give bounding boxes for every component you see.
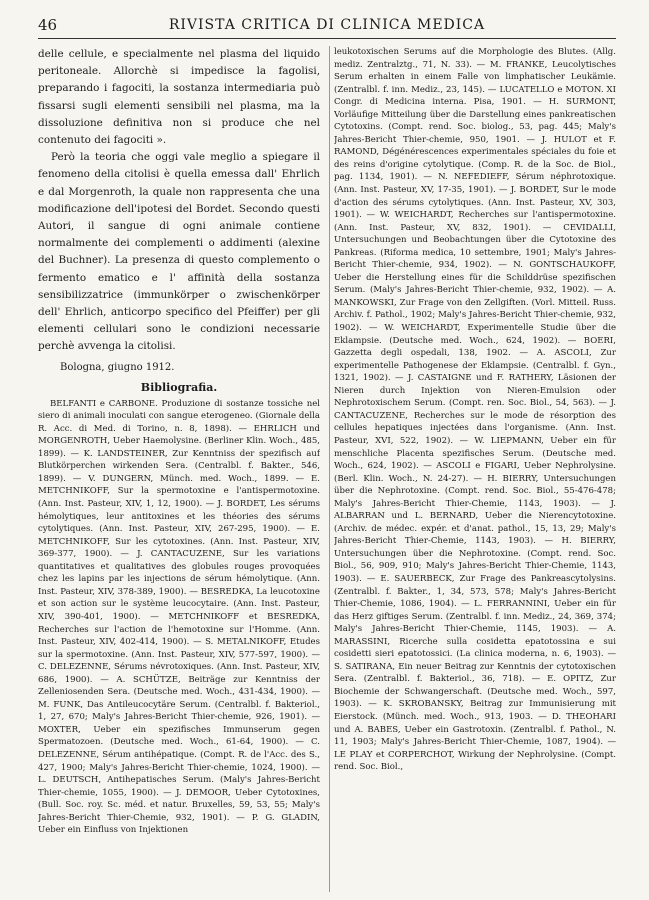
page-header bbox=[38, 16, 616, 39]
running-title: RIVISTA CRITICA DI CLINICA MEDICA bbox=[168, 17, 486, 33]
right-column bbox=[334, 46, 616, 892]
bibliography-text-left: BELFANTI e CARBONE. Produzione di sostanze tossiche nel siero di animali inoculati con sangue eterogeneo. (Giornale della R. Acc. di Med. di Torino, n. 8, 1898). — EHRLICH und MORGENROTH, Ueber Haemolysine. (Berliner Klin. Woch., 485, 1899). — K. LANDSTEINER, Zur Kenntniss der spezifisch auf Blutkörperchen wirkenden Sera. (Centralbl. f. Bakter., 546, 1899). — V. DUNGERN, Münch. med. Woch., 1899. — E. METCHNIKOFF, Sur la spermotoxine e l'antispermotoxine. (Ann. Inst. Pasteur, XIV, 1, 12, 1900). — J. BORDET, Les sérums hémolytiques, leur antitoxines et les théories des sérums cytolytiques. (Ann. Inst. Pasteur, XIV, 267-295, 1900). — E. METCHNIKOFF, Sur les cytotoxines. (Ann. Inst. Pasteur, XIV, 369-377, 1900). — J. CANTACUZENE, Sur les variations quantitatives et qualitatives des globules rouges provoquées chez les lapins par les injections de sérum hémolytique. (Ann. Inst. Pasteur, XIV, 378-389, 1900). — BESREDKA, La leucotoxine et son action sur le système leucocytaire. (Ann. Inst. Pasteur, XIV, 390-401, 1900). — METCHNIKOFF et BESREDKA, Recherches sur l'action de l'hemotoxine sur l'Homme. (Ann. Inst. Pasteur, XIV, 402-414, 1900). — S. METALNIKOFF, Etudes sur la spermotoxine. (Ann. Inst. Pasteur, XIV, 577-597, 1900). — C. DELEZENNE, Sérums névrotoxiques. (Ann. Inst. Pasteur, XIV, 686, 1900). — A. SCHÜTZE, Beiträge zur Kenntniss der Zelleniosenden Sera. (Deutsche med. Woch., 431-434, 1900). — M. FUNK, Das Antileucocytäre Serum. (Centralbl. f. Bakteriol., 1, 27, 670; Maly's Jahres-Bericht Thier-chemie, 926, 1901). — MOXTER, Ueber ein spezifisches Immunserum gegen Spermatozoen. (Deutsche med. Woch., 61-64, 1900). — C. DELEZENNE, Sérum antihépatique. (Compt. R. de l'Acc. des S., 427, 1900; Maly's Jahres-Bericht Thier-chemie, 1024, 1900). — L. DEUTSCH, Antihepatisches Serum. (Maly's Jahres-Bericht Thier-chemie, 1055, 1900). — J. DEMOOR, Ueber Cytotoxines, (Bull. Soc. roy. Sc. méd. et natur. Bruxelles, 59, 53, 55; Maly's Jahres-Bericht Thier-Chemie, 932, 1901). — P. G. GLADIN, Ueber ein Einfluss von Injektionen bbox=[38, 398, 320, 836]
left-column bbox=[38, 46, 320, 892]
body-paragraph-1: delle cellule, e specialmente nel plasma del liquido peritoneale. Allorchè si impedisce la fagolisi, preparando i fagociti, la sostanza intermediaria può fissarsi sugli elementi sensibili nel plasma, ma la dissoluzione definitiva non si produce che nel contenuto dei fagociti ». bbox=[38, 48, 320, 147]
column-divider bbox=[329, 46, 330, 892]
bibliography-heading: Bibliografia. bbox=[140, 380, 218, 394]
dateline: Bologna, giugno 1912. bbox=[60, 361, 175, 373]
body-paragraph-2: Però la teoria che oggi vale meglio a spiegare il fenomeno della citolisi è quella emessa dall' Ehrlich e dal Morgenroth, la quale non rappresenta che una modificazione dell'ipotesi del Bordet. Secondo questi Autori, il sangue di ogni animale contiene normalmente dei complementi o addimenti (alexine del Buchner). La presenza di questo complemento o fermento ematico e l' affinità della sostanza sensibilizzatrice (immunkörper o zwischenkörper dell' Ehrlich, anticorpo specifico del Pfeiffer) per gli elementi cellulari sono le condizioni necessarie perchè avvenga la citolisi. bbox=[38, 151, 320, 353]
bibliography-text-right: leukotoxischen Serums auf die Morphologie des Blutes. (Allg. mediz. Zentralztg., 71, N. 33). — M. FRANKE, Leucolytisches Serum erhalten in einem Falle von limphatischer Leukämie. (Zentralbl. f. inn. Mediz., 23, 145). — LUCATELLO e MOTON. XI Congr. di Medicina interna. Pisa, 1901. — H. SURMONT, Vorläufige Mitteilung über die Darstellung eines pankreatischen Cytotoxins. (Compt. rend. Soc. biolog., 53, pag. 445; Maly's Jahres-Bericht Thier-chemie, 950, 1901. — J. HULOT et F. RAMOND, Dégénérescences experimentales spéciales du foie et des reins d'origine cytolytique. (Comp. R. de la Soc. de Biol., pag. 1134, 1901). — N. NEFEDIEFF, Sérum néphrotoxique. (Ann. Inst. Pasteur, XV, 17-35, 1901). — J. BORDET, Sur le mode d'action des sérums cytolytiques. (Ann. Inst. Pasteur, XV, 303, 1901). — W. WEICHARDT, Recherches sur l'antispermotoxine. (Ann. Inst. Pasteur, XV, 832, 1901). — CEVIDALLI, Untersuchungen und Beobachtungen über die Cytotoxine des Pankreas. (Riforma medica, 10 settembre, 1901; Maly's Jahres-Bericht Thier-chemie, 934, 1902). — N. GONTSCHAUKOFF, Ueber die Herstellung eines für die Schilddrüse spezifischen Serum. (Maly's Jahres-Bericht Thier-chemie, 932, 1902). — A. MANKOWSKI, Zur Frage von den Zellgiften. (Vorl. Mitteil. Russ. Archiv. f. Pathol., 1902; Maly's Jahres-Bericht Thier-chemie, 932, 1902). — W. WEICHARDT, Experimentelle Studie über die Eklampsie. (Deutsche med. Woch., 624, 1902). — BOERI, Gazzetta degli ospedali, 138, 1902. — A. ASCOLI, Zur experimentelle Pathogenese der Eklampsie. (Centralbl. f. Gyn., 1321, 1902). — J. CASTAIGNE und F. RATHERY, Läsionen der Nieren durch Injektion von Nieren-Emulsion oder Nephrotoxischem Serum. (Compt. ren. Soc. Biol., 54, 563). — J. CANTACUZENE, Recherches sur le mode de résorption des cellules hepatiques injectées dans l'organisme. (Ann. Inst. Pasteur, XVI, 522, 1902). — W. LIEPMANN, Ueber ein für menschliche Placenta spezifisches Serum. (Deutsche med. Woch., 624, 1902). — ASCOLI e FIGARI, Ueber Nephrolysine. (Berl. Klin. Woch., N. 24-27). — H. BIERRY, Untersuchungen über die Nephrotoxine. (Compt. rend. Soc. Biol., 55-476-478; Maly's Jahres-Bericht Thier-Chemie, 1143, 1903). — J. ALBARRAN und L. BERNARD, Ueber die Nierencytotoxine. (Archiv. de médec. expér. et d'anat. pathol., 15, 13, 29; Maly's Jahres-Bericht Thier-Chemie, 1143, 1903). — H. BIERRY, Untersuchungen über die Nephrotoxine. (Compt. rend. Soc. Biol., 56, 909, 910; Maly's Jahres-Bericht Thier-Chemie, 1143, 1903). — E. SAUERBECK, Zur Frage des Pankreascytolysins. (Zentralbl. f. Bakter., 1, 34, 573, 578; Maly's Jahres-Bericht Thier-Chemie, 1086, 1904). — L. FERRANNINI, Ueber ein für das Herz giftiges Serum. (Zentralbl. f. inn. Mediz., 24, 369, 374; Maly's Jahres-Bericht Thier-Chemie, 1145, 1903). — A. MARASSINI, Ricerche sulla cosidetta epatotossina e sui cosidetti sieri epatotossici. (La clinica moderna, n. 6, 1903). — S. SATIRANA, Ein neuer Beitrag zur Kenntnis der cytotoxischen Sera. (Zentralbl. f. Bakteriol., 36, 718). — E. OPITZ, Zur Biochemie der Schwangerschaft. (Deutsche med. Woch., 597, 1903). — K. SKROBANSKY, Beitrag zur Immunisierung mit Eierstock. (Münch. med. Woch., 913, 1903. — D. THEOHARI und A. BABES, Ueber ein Gastrotoxin. (Zentralbl. f. Pathol., N. 11, 1903; Maly's Jahres-Bericht Thier-Chemie, 1087, 1904). — LE PLAY et CORPERCHOT, Wirkung der Nephrolysine. (Compt. rend. Soc. Biol., bbox=[334, 47, 616, 773]
page-number: 46 bbox=[38, 16, 58, 34]
